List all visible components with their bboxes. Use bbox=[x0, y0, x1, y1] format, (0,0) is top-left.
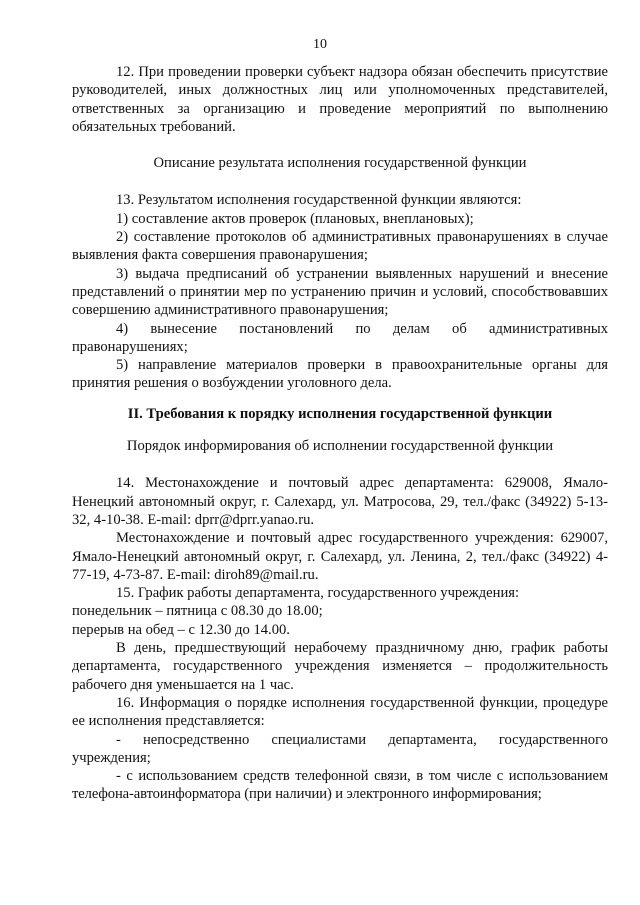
bullet-specialists: - непосредственно специалистами департамента, государственного учреждения; bbox=[72, 731, 608, 766]
paragraph-14: 14. Местонахождение и почтовый адрес департамента: 629008, Ямало-Ненецкий автономный округ, г. Салехард, ул. Матросова, 29, тел./факс (34922) 5-13-32, 4-10-38. E-mail: dprr@dprr.yanao.ru. bbox=[72, 475, 608, 528]
document-body bbox=[72, 63, 608, 804]
chapter-heading-2: II. Требования к порядку исполнения государственной функции bbox=[127, 405, 553, 422]
paragraph-13: 13. Результатом исполнения государственной функции являются: bbox=[116, 192, 522, 209]
paragraph-15: 15. График работы департамента, государственного учреждения: bbox=[116, 585, 520, 602]
list-item-1: 1) составление актов проверок (плановых, внеплановых); bbox=[116, 210, 474, 227]
paragraph-12: 12. При проведении проверки субъект надзора обязан обеспечить присутствие руководителей, иных должностных лиц или уполномоченных представителей, ответственных за организацию и проведение мероприятий по выполнению обязательных требований. bbox=[72, 64, 608, 135]
page-number: 10 bbox=[313, 37, 327, 52]
schedule-weekdays: понедельник – пятница с 08.30 до 18.00; bbox=[72, 603, 323, 620]
paragraph-holiday: В день, предшествующий нерабочему праздничному дню, график работы департамента, государственного учреждения изменяется – продолжительность рабочего дня уменьшается на 1 час. bbox=[72, 640, 608, 693]
paragraph-institution-address: Местонахождение и почтовый адрес государственного учреждения: 629007, Ямало-Ненецкий автономный округ, г. Салехард, ул. Ленина, 2, тел./факс (34922) 4-77-19, 4-73-87. E-mail: diroh89@mail.ru. bbox=[72, 530, 608, 583]
schedule-lunch: перерыв на обед – с 12.30 до 14.00. bbox=[72, 621, 290, 638]
list-item-5: 5) направление материалов проверки в правоохранительные органы для принятия решения о возбуждении уголовного дела. bbox=[72, 357, 608, 392]
list-item-3: 3) выдача предписаний об устранении выявленных нарушений и внесение представлений о принятии мер по устранению причин и условий, способствовавших совершению административного правонарушения; bbox=[72, 265, 608, 319]
section-heading-result: Описание результата исполнения государственной функции bbox=[153, 155, 527, 172]
section-heading-informing: Порядок информирования об исполнении государственной функции bbox=[126, 438, 554, 455]
list-item-4: 4) вынесение постановлений по делам об административных правонарушениях; bbox=[72, 320, 608, 355]
list-item-2: 2) составление протоколов об административных правонарушениях в случае выявления факта совершения правонарушения; bbox=[72, 229, 608, 264]
bullet-telephone: - с использованием средств телефонной связи, в том числе с использованием телефона-автоинформатора (при наличии) и электронного информирования; bbox=[72, 768, 608, 803]
paragraph-16: 16. Информация о порядке исполнения государственной функции, процедуре ее исполнения представляется: bbox=[72, 694, 608, 730]
